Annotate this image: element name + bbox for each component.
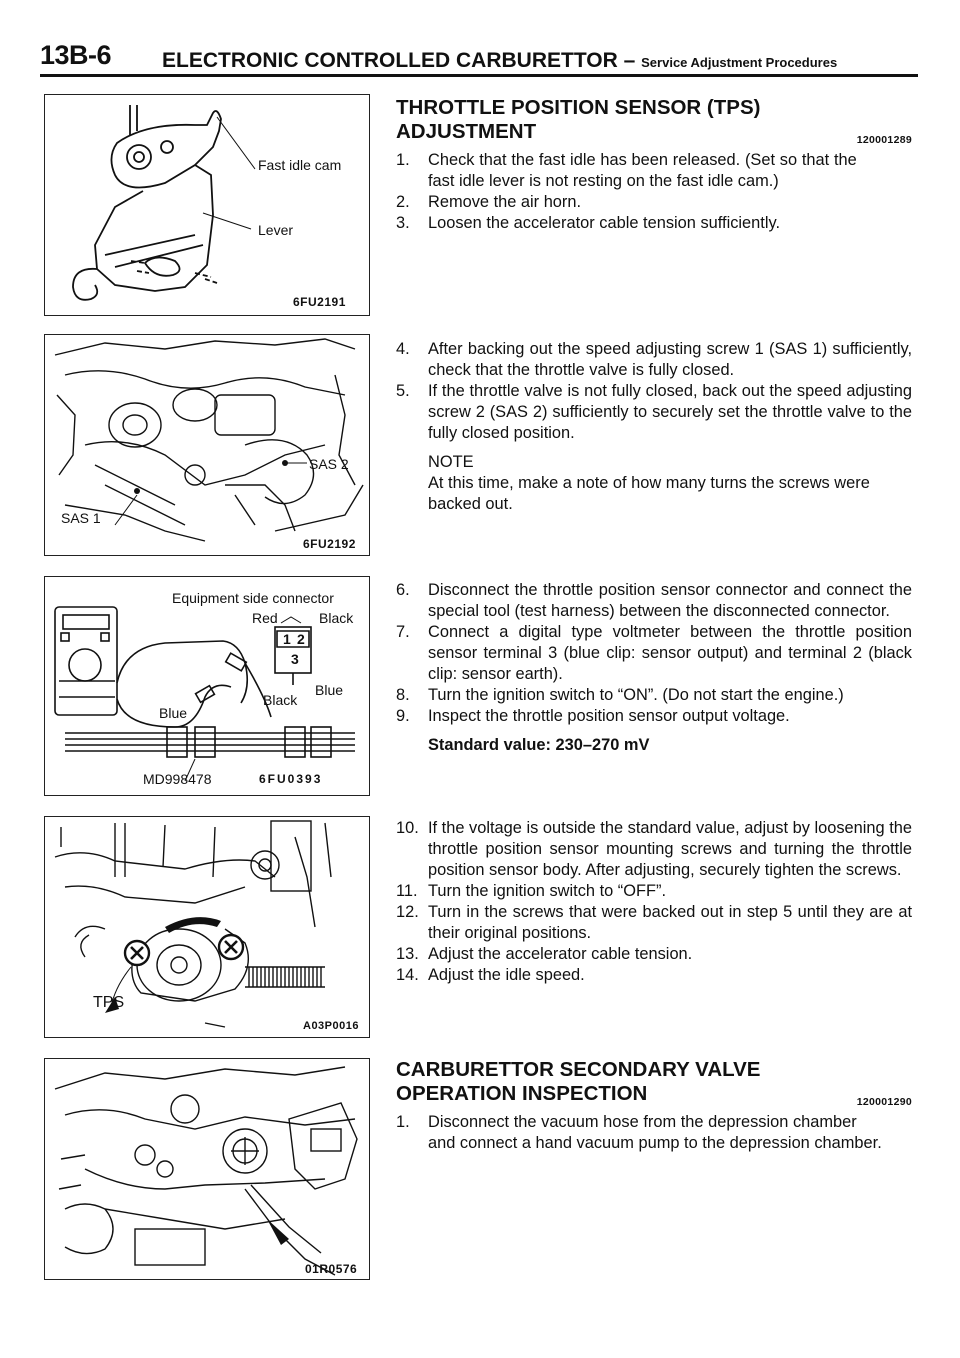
list-item xyxy=(396,706,912,727)
figure-code: 01R0576 xyxy=(305,1262,358,1276)
tps-steps-10-14 xyxy=(396,818,912,986)
section-title-text: OPERATION INSPECTION xyxy=(396,1082,648,1105)
step-text: Check that the fast idle has been released. (Set so that the fast idle lever is not resting on the fast idle cam.) xyxy=(428,151,857,190)
list-item xyxy=(396,881,912,902)
label-fast-idle-cam: Fast idle cam xyxy=(258,157,342,173)
page-title-main: ELECTRONIC CONTROLLED CARBURETTOR xyxy=(162,49,618,72)
page-subtitle: Service Adjustment Procedures xyxy=(641,55,838,70)
section-code: 13B-6 xyxy=(40,40,112,70)
secondary-valve-section xyxy=(396,1058,912,1154)
list-item xyxy=(396,902,912,944)
step-text: If the throttle valve is not fully closed, back out the speed adjusting screw 2 (SAS 2) sufficiently to securely set the throttle valve to the fully closed position. xyxy=(428,382,912,442)
step-number: 1. xyxy=(396,151,410,169)
tps-adjustment-section xyxy=(396,96,912,234)
label-red: Red xyxy=(252,610,278,626)
figure-test-harness xyxy=(44,576,370,796)
section-reference-number: 120001290 xyxy=(856,1096,912,1108)
figure-code: A03P0016 xyxy=(303,1020,359,1032)
step-text: If the voltage is outside the standard value, adjust by loosening the throttle position sensor mounting screws and turning the throttle position sensor body. After adjusting, securely tighten the screws. xyxy=(428,819,912,879)
label-tps: TPS xyxy=(93,994,125,1011)
section-title xyxy=(396,1058,912,1106)
tps-steps-4-5 xyxy=(396,339,912,515)
step-text: Remove the air horn. xyxy=(428,193,582,211)
step-number: 1. xyxy=(396,1113,410,1131)
section-reference-number: 120001289 xyxy=(856,134,912,146)
step-list-c xyxy=(396,580,912,727)
figure-code: 6FU2191 xyxy=(293,295,346,309)
step-text: Turn the ignition switch to “OFF”. xyxy=(428,882,667,900)
step-text: Adjust the accelerator cable tension. xyxy=(428,945,693,963)
step-list xyxy=(396,1112,912,1154)
section-title-line-2 xyxy=(396,1082,912,1106)
connector-pin-1: 1 xyxy=(283,631,291,647)
connector-pin-2: 2 xyxy=(297,631,305,647)
figure-throttle-position-sensor xyxy=(44,816,370,1038)
connector-pin-3: 3 xyxy=(291,651,299,667)
note-body: At this time, make a note of how many turns the screws were backed out. xyxy=(428,474,870,513)
label-black-top: Black xyxy=(319,610,354,626)
fast-idle-cam-drawing xyxy=(45,95,370,316)
figure-code: 6FU0393 xyxy=(259,772,323,786)
label-blue-right: Blue xyxy=(315,682,344,698)
label-sas-1: SAS 1 xyxy=(61,510,101,526)
list-item xyxy=(396,580,912,622)
list-item xyxy=(396,1112,912,1154)
step-number: 14. xyxy=(396,966,419,984)
step-number: 7. xyxy=(396,623,410,641)
section-title xyxy=(396,96,912,144)
label-sas-2: SAS 2 xyxy=(309,456,349,472)
list-item xyxy=(396,213,912,234)
section-title-line-1: THROTTLE POSITION SENSOR (TPS) xyxy=(396,96,761,119)
step-number: 6. xyxy=(396,581,410,599)
step-text: Loosen the accelerator cable tension sufficiently. xyxy=(428,214,781,232)
section-title-text: ADJUSTMENT xyxy=(396,120,537,143)
list-item xyxy=(396,818,912,881)
figure-fast-idle-cam xyxy=(44,94,370,316)
page-title xyxy=(162,49,837,73)
step-list-d xyxy=(396,818,912,986)
figure-secondary-valve xyxy=(44,1058,370,1280)
step-list-b xyxy=(396,339,912,444)
list-item xyxy=(396,685,912,706)
label-black: Black xyxy=(263,692,298,708)
list-item xyxy=(396,339,912,381)
label-lever: Lever xyxy=(258,222,294,238)
step-number: 9. xyxy=(396,707,410,725)
vacuum-pump-drawing xyxy=(45,1059,370,1280)
step-text: Turn in the screws that were backed out in step 5 until they are at their original positions. xyxy=(428,903,912,942)
list-item xyxy=(396,944,912,965)
section-title-line-2 xyxy=(396,120,912,144)
step-number: 5. xyxy=(396,382,410,400)
step-text: Turn the ignition switch to “ON”. (Do not start the engine.) xyxy=(428,686,844,704)
section-title-line-1: CARBURETTOR SECONDARY VALVE xyxy=(396,1058,761,1081)
figure-speed-adjusting-screws xyxy=(44,334,370,556)
step-number: 4. xyxy=(396,340,410,358)
step-text: Disconnect the throttle position sensor connector and connect the special tool (test harness) between the disconnected connector. xyxy=(428,581,912,620)
label-blue-left: Blue xyxy=(159,705,188,721)
step-text: Connect a digital type voltmeter between the throttle position sensor terminal 3 (blue clip: sensor output) and terminal 2 (black clip: sensor earth). xyxy=(428,623,912,683)
note-heading: NOTE xyxy=(428,453,474,471)
tps-steps-6-9 xyxy=(396,580,912,756)
title-separator: – xyxy=(623,49,636,72)
step-number: 10. xyxy=(396,819,419,837)
list-item xyxy=(396,965,912,986)
step-number: 2. xyxy=(396,193,410,211)
list-item xyxy=(396,381,912,444)
step-text: Inspect the throttle position sensor output voltage. xyxy=(428,707,790,725)
figure-code: 6FU2192 xyxy=(303,537,356,551)
step-number: 13. xyxy=(396,945,419,963)
step-number: 8. xyxy=(396,686,410,704)
step-text: After backing out the speed adjusting screw 1 (SAS 1) sufficiently, check that the throttle valve is fully closed. xyxy=(428,340,912,379)
list-item xyxy=(396,192,912,213)
step-list-a xyxy=(396,150,912,234)
step-text: Disconnect the vacuum hose from the depression chamber and connect a hand vacuum pump to the depression chamber. xyxy=(428,1113,882,1152)
step-number: 12. xyxy=(396,903,419,921)
step-text: Adjust the idle speed. xyxy=(428,966,585,984)
list-item xyxy=(396,622,912,685)
standard-value: Standard value: 230–270 mV xyxy=(428,736,650,754)
step-number: 3. xyxy=(396,214,410,232)
label-special-tool: MD998478 xyxy=(143,771,212,787)
label-equipment-side-connector: Equipment side connector xyxy=(172,590,334,606)
header-rule xyxy=(40,74,918,77)
list-item xyxy=(396,150,912,192)
step-number: 11. xyxy=(396,882,418,900)
